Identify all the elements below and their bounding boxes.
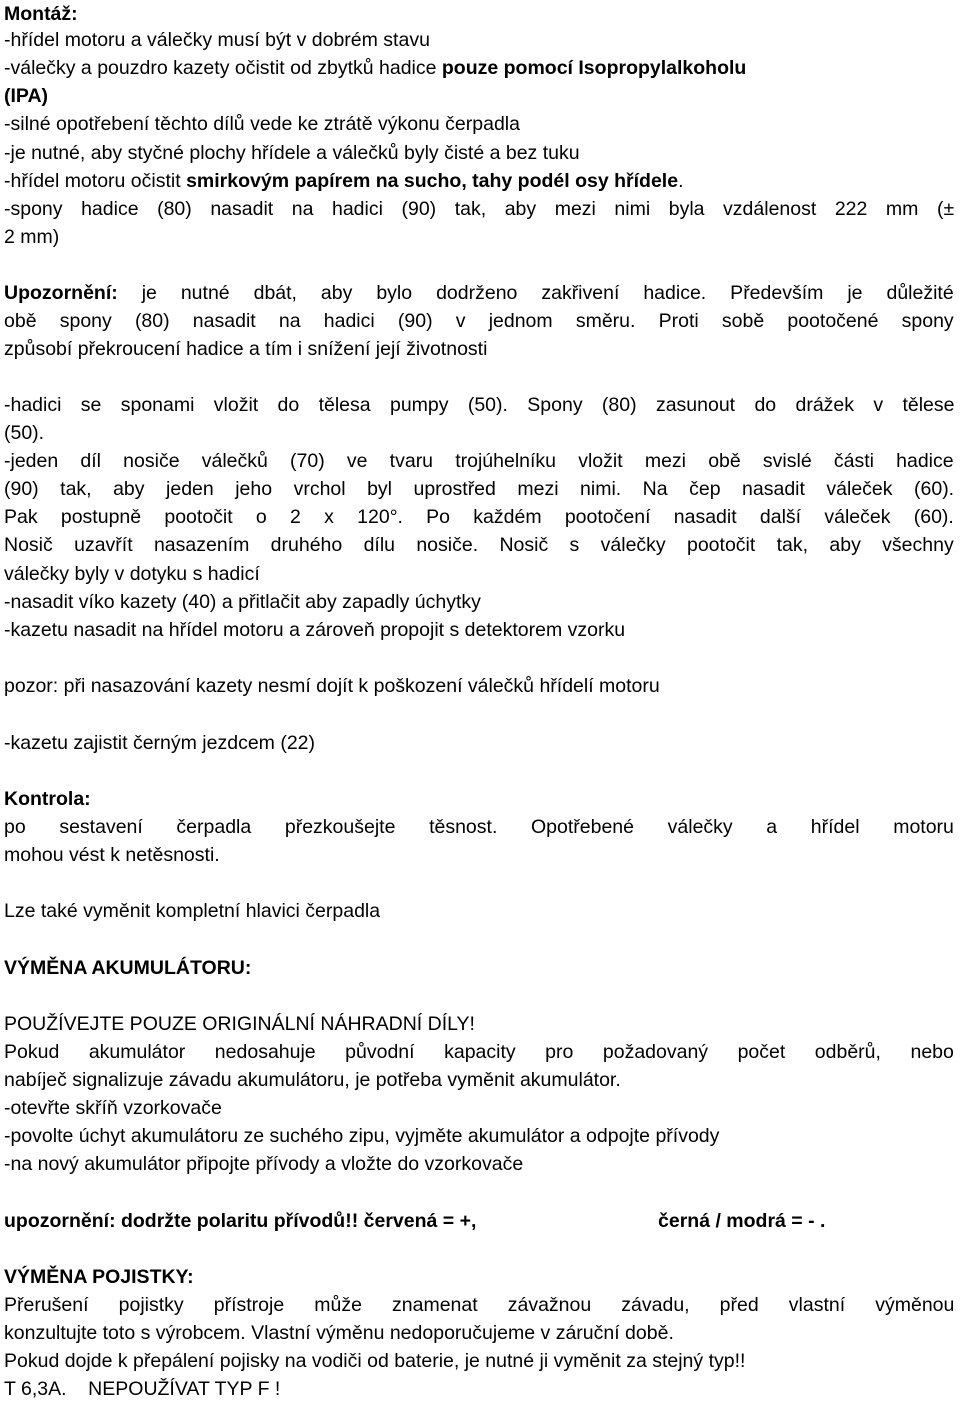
pozor-line: pozor: při nasazování kazety nesmí dojít k poškození válečků hřídelí motoru [4, 675, 660, 697]
akumulator-line-5: -na nový akumulátor připojte přívody a vložte do vzorkovače [4, 1153, 524, 1175]
akumulator-line-2: nabíječ signalizuje závadu akumulátoru, je potřeba vyměnit akumulátor. [4, 1069, 621, 1091]
kontrola-heading: Kontrola: [4, 788, 91, 810]
montaz-line-8: 2 mm) [4, 226, 60, 248]
pojistka-line-2: konzultujte toto s výrobcem. Vlastní výměnu nedoporučujeme v záruční době. [4, 1322, 674, 1344]
assembly-line-1: -hadici se sponami vložit do tělesa pumpy (50). Spony (80) zasunout do drážek v tělese [4, 394, 955, 416]
upozorneni-line-3: způsobí překroucení hadice a tím i snížení její životnosti [4, 338, 488, 360]
kontrola-line-2: mohou vést k netěsnosti. [4, 844, 220, 866]
akumulator-heading: VÝMĚNA AKUMULÁTORU: [4, 957, 252, 979]
kontrola-line-1: po sestavení čerpadla přezkoušejte těsnost. Opotřebené válečky a hřídel motoru [4, 816, 954, 838]
pojistka-line-1: Přerušení pojistky přístroje může znamenat závažnou závadu, před vlastní výměnou [4, 1294, 955, 1316]
montaz-line-5: -je nutné, aby styčné plochy hřídele a válečků byly čisté a bez tuku [4, 142, 580, 164]
assembly-line-3: -jeden díl nosiče válečků (70) ve tvaru trojúhelníku vložit mezi obě svislé části hadice [4, 450, 954, 472]
montaz-line-4: -silné opotřebení těchto dílů vede ke ztrátě výkonu čerpadla [4, 113, 520, 135]
montaz-line-2 [4, 54, 746, 82]
assembly-line-2: (50). [4, 422, 45, 444]
hlavice-line: Lze také vyměnit kompletní hlavici čerpadla [4, 900, 381, 922]
montaz-line-3: (IPA) [4, 85, 49, 107]
upozorneni-text-1: je nutné dbát, aby bylo dodrženo zakřivení hadice. Především je důležité [117, 282, 954, 304]
assembly-line-5: Pak postupně pootočit o 2 x 120°. Po každém pootočení nasadit další váleček (60). [4, 506, 954, 528]
montaz-line-2-bold: pouze pomocí Isopropylalkoholu [441, 57, 747, 79]
polarita-right: černá / modrá = - . [658, 1210, 826, 1232]
assembly-line-9: -kazetu nasadit na hřídel motoru a zároveň propojit s detektorem vzorku [4, 619, 626, 641]
pojistka-heading: VÝMĚNA POJISTKY: [4, 1266, 194, 1288]
upozorneni-label: Upozornění: [4, 282, 118, 304]
assembly-line-4: (90) tak, aby jeden jeho vrchol byl uprostřed mezi nimi. Na čep nasadit váleček (60). [4, 478, 955, 500]
montaz-line-6-bold: smirkovým papírem na sucho, tahy podél osy hřídele [186, 170, 679, 192]
montaz-heading: Montáž: [4, 3, 78, 25]
assembly-line-6: Nosič uzavřít nasazením druhého dílu nosiče. Nosič s válečky pootočit tak, aby všechny [4, 534, 954, 556]
assembly-line-8: -nasadit víko kazety (40) a přitlačit aby zapadly úchytky [4, 591, 481, 613]
montaz-line-2-text: -válečky a pouzdro kazety očistit od zbytků hadice [4, 57, 442, 79]
upozorneni-line-2: obě spony (80) nasadit na hadici (90) v jednom směru. Proti sobě pootočené spony [4, 310, 954, 332]
pojistka-line-4: T 6,3A. NEPOUŽÍVAT TYP F ! [4, 1378, 281, 1400]
montaz-line-1: -hřídel motoru a válečky musí být v dobrém stavu [4, 29, 430, 51]
upozorneni-line-1 [4, 279, 954, 307]
original-parts-line: POUŽÍVEJTE POUZE ORIGINÁLNÍ NÁHRADNÍ DÍLY! [4, 1013, 475, 1035]
polarita-line [4, 1207, 476, 1235]
polarita-left: upozornění: dodržte polaritu přívodů!! červená = +, [4, 1210, 477, 1232]
akumulator-line-4: -povolte úchyt akumulátoru ze suchého zipu, vyjměte akumulátor a odpojte přívody [4, 1125, 720, 1147]
jezdec-line: -kazetu zajistit černým jezdcem (22) [4, 732, 316, 754]
assembly-line-7: válečky byly v dotyku s hadicí [4, 563, 260, 585]
montaz-line-6-text: -hřídel motoru očistit [4, 170, 187, 192]
montaz-line-7: -spony hadice (80) nasadit na hadici (90) tak, aby mezi nimi byla vzdálenost 222 mm (± [4, 198, 955, 220]
montaz-line-6 [4, 167, 683, 195]
akumulator-line-1: Pokud akumulátor nedosahuje původní kapacity pro požadovaný počet odběrů, nebo [4, 1041, 954, 1063]
akumulator-line-3: -otevřte skříň vzorkovače [4, 1097, 222, 1119]
pojistka-line-3: Pokud dojde k přepálení pojisky na vodiči od baterie, je nutné ji vyměnit za stejný typ!! [4, 1350, 746, 1372]
montaz-line-6-end: . [678, 170, 684, 192]
